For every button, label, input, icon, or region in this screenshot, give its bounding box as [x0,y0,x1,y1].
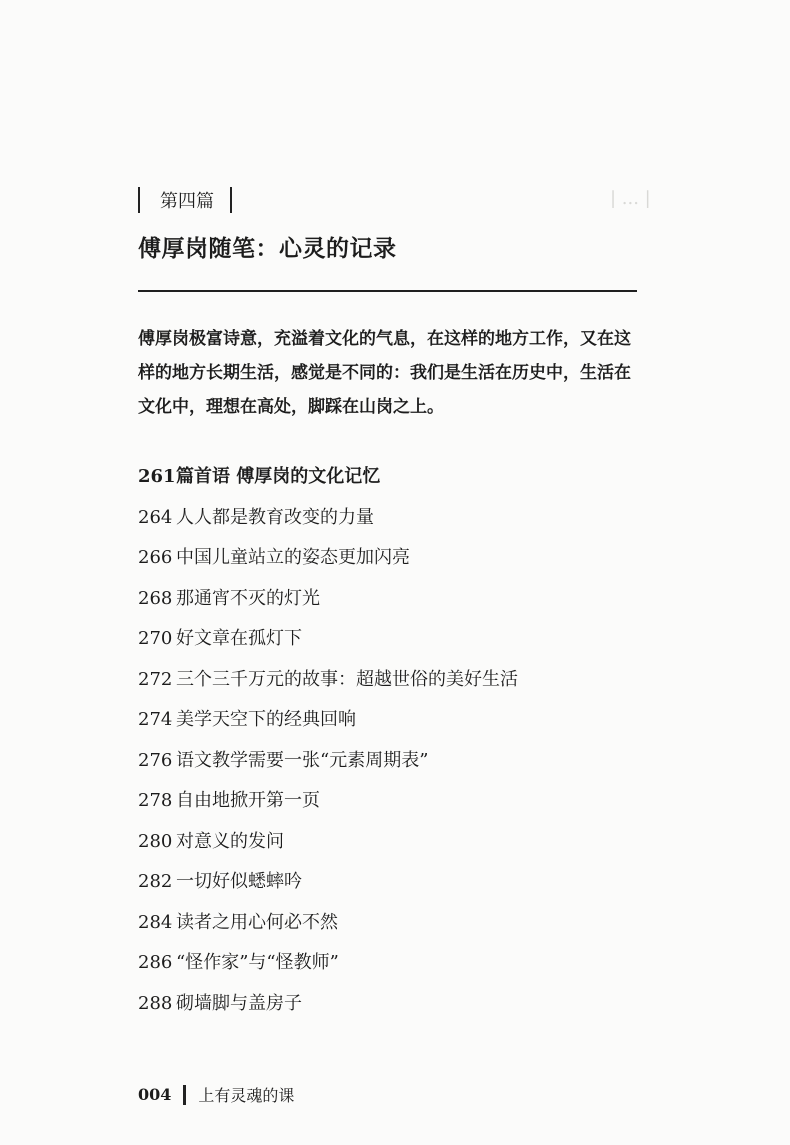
toc-page-number: 282 [138,871,173,892]
toc-entry-title: 人人都是教育改变的力量 [176,506,374,528]
toc-entry[interactable] [138,946,518,987]
part-label-right-bar [230,187,232,213]
toc-entry-title: 好文章在孤灯下 [176,628,302,649]
toc-entry[interactable] [138,622,518,663]
toc-entry[interactable] [138,460,518,501]
toc-page-number: 270 [138,628,173,649]
toc-entry-title: 读者之用心何必不然 [176,911,338,933]
toc-page-number: 266 [138,547,173,568]
part-label-left-bar [138,187,140,213]
toc-page-number: 276 [138,749,173,771]
part-label [138,184,232,216]
toc-entry-title: 那通宵不灭的灯光 [176,587,320,609]
toc-entry[interactable] [138,541,518,582]
toc-entry-title: 一切好似蟋蟀吟 [176,871,302,892]
toc-entry[interactable] [138,784,518,825]
toc-page-number: 284 [138,911,173,933]
toc-page-number: 274 [138,709,173,730]
toc-entry[interactable] [138,865,518,906]
toc-page-number: 286 [138,952,173,973]
footer-page-number: 004 [138,1085,172,1104]
title-divider [138,290,637,292]
toc-entry[interactable] [138,825,518,866]
bleed-through-text: | ... | [610,188,651,209]
table-of-contents [138,460,518,1027]
toc-page-number: 288 [138,992,173,1014]
part-label-text: 第四篇 [160,191,214,212]
toc-page-number: 264 [138,506,173,528]
toc-page-number: 272 [138,668,173,690]
toc-entry-title: 美学天空下的经典回响 [176,709,356,730]
footer-book-title: 上有灵魂的课 [198,1086,295,1105]
toc-page-number: 268 [138,587,173,609]
toc-entry[interactable] [138,501,518,542]
toc-entry-title: 语文教学需要一张“元素周期表” [176,749,429,771]
toc-entry[interactable] [138,906,518,947]
toc-page-number: 278 [138,790,173,811]
toc-entry-title: 中国儿童站立的姿态更加闪亮 [176,547,410,568]
toc-entry-title: 三个三千万元的故事：超越世俗的美好生活 [176,668,518,690]
toc-page-number: 261 [138,466,176,487]
toc-entry[interactable] [138,987,518,1028]
toc-entry-title: 砌墙脚与盖房子 [176,992,302,1014]
toc-entry-title: 对意义的发问 [176,830,284,852]
page-footer [138,1083,294,1106]
section-title: 傅厚岗随笔：心灵的记录 [138,235,397,262]
footer-divider-bar [183,1085,186,1105]
toc-entry[interactable] [138,663,518,704]
toc-entry-title: “怪作家”与“怪教师” [176,952,339,973]
toc-entry-title: 自由地掀开第一页 [176,790,320,811]
toc-page-number: 280 [138,830,173,852]
toc-entry-title: 篇首语 傅厚岗的文化记忆 [176,466,381,487]
intro-paragraph: 傅厚岗极富诗意，充溢着文化的气息，在这样的地方工作，又在这样的地方长期生活，感觉是不同的：我们是生活在历史中，生活在文化中，理想在高处，脚踩在山岗之上。 [138,329,631,417]
toc-entry[interactable] [138,703,518,744]
toc-entry[interactable] [138,744,518,785]
toc-entry[interactable] [138,582,518,623]
